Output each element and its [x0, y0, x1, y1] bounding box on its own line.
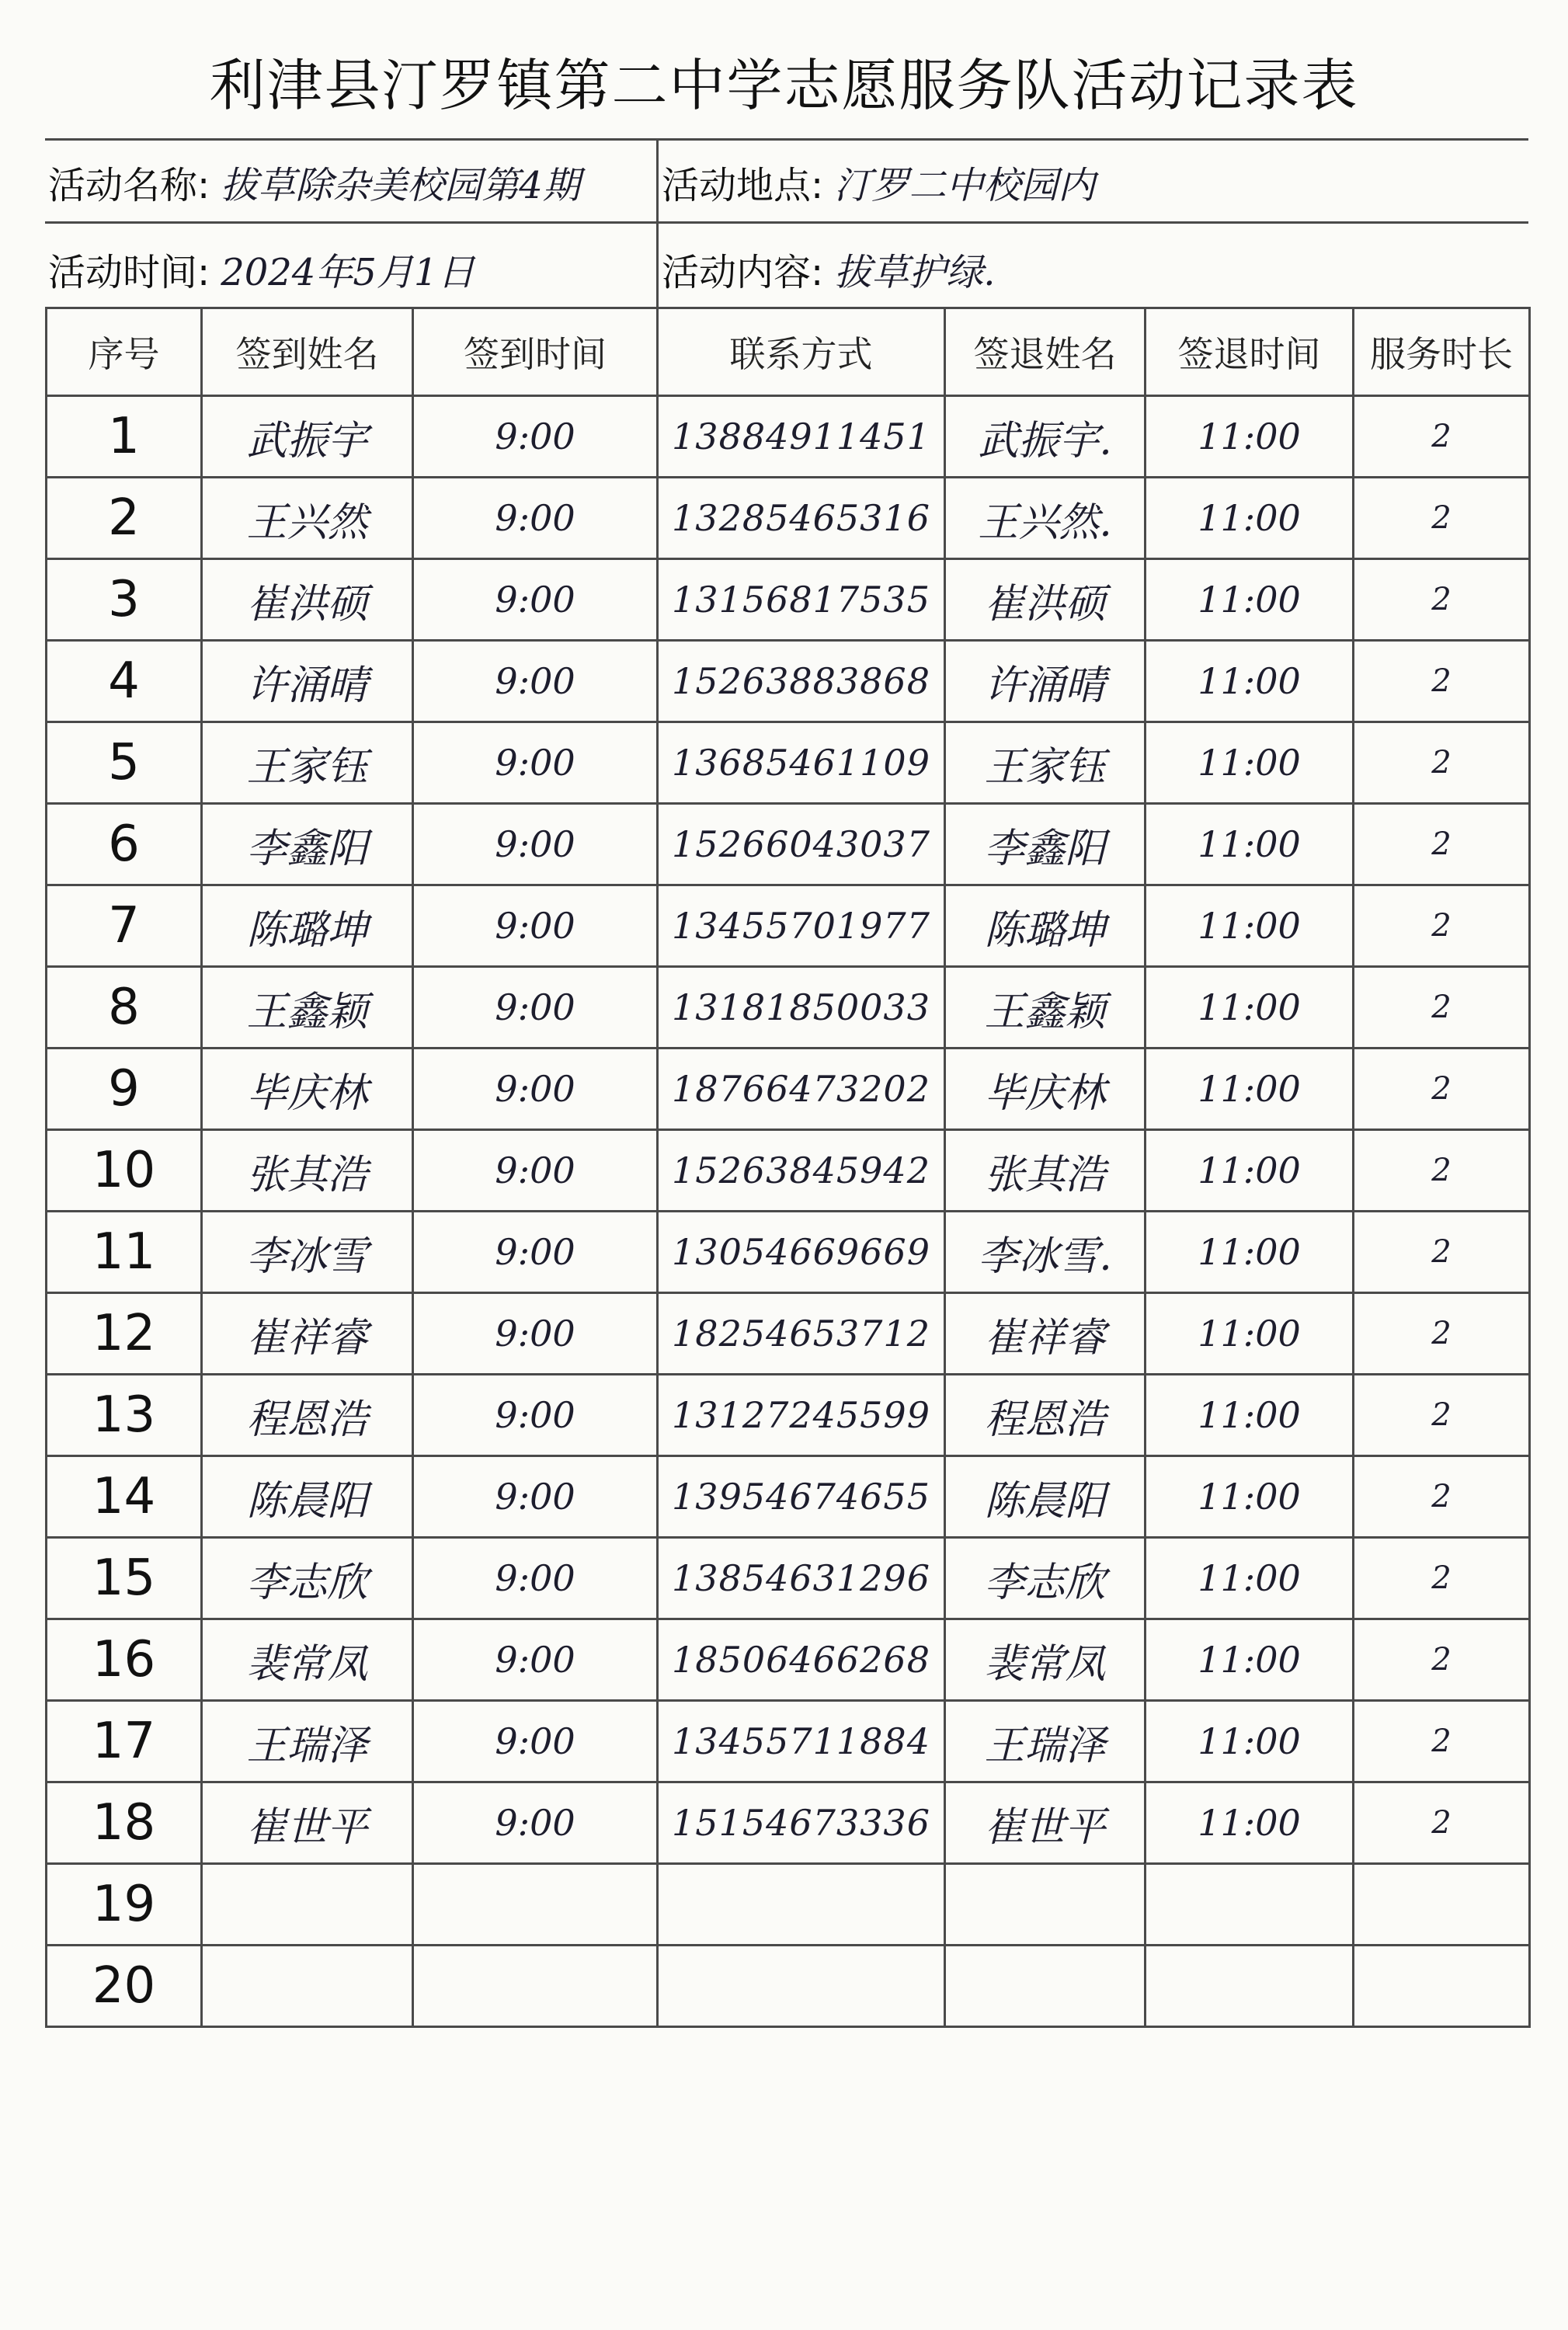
- sign-out-time-cell: 11:00: [1146, 478, 1354, 559]
- sign-out-name-cell: 王瑞泽: [945, 1701, 1146, 1782]
- sign-in-time-cell: 9:00: [413, 1456, 658, 1538]
- activity-content-value: 拔草护绿.: [834, 251, 996, 294]
- sign-in-time-cell: 9:00: [413, 967, 658, 1048]
- sign-out-name-cell: 王兴然.: [945, 478, 1146, 559]
- sign-in-time-cell: 9:00: [413, 1293, 658, 1375]
- header-sign-out-time: 签退时间: [1146, 308, 1354, 396]
- sign-in-name-cell: 崔洪硕: [202, 559, 413, 641]
- row-number-cell: 14: [47, 1456, 202, 1538]
- sign-out-time-cell: 11:00: [1146, 1048, 1354, 1130]
- service-hours-cell: 2: [1354, 1212, 1530, 1293]
- table-row: [47, 1864, 1530, 1946]
- sign-out-time-cell: 11:00: [1146, 1619, 1354, 1701]
- header-sign-out-name: 签退姓名: [945, 308, 1146, 396]
- contact-phone-cell: 15266043037: [658, 804, 945, 885]
- table-row: [47, 641, 1530, 722]
- sign-out-time-cell: 11:00: [1146, 1538, 1354, 1619]
- activity-name-value: 拔草除杂美校园第4期: [221, 164, 580, 207]
- divider: [656, 138, 659, 308]
- sign-out-name-cell: 张其浩: [945, 1130, 1146, 1212]
- sign-in-name-cell: 张其浩: [202, 1130, 413, 1212]
- contact-phone-cell: [658, 1946, 945, 2027]
- sign-out-time-cell: 11:00: [1146, 1130, 1354, 1212]
- contact-phone-cell: 18254653712: [658, 1293, 945, 1375]
- service-hours-cell: 2: [1354, 1782, 1530, 1864]
- table-row: [47, 967, 1530, 1048]
- contact-phone-cell: 13054669669: [658, 1212, 945, 1293]
- sign-in-name-cell: 武振宇: [202, 396, 413, 478]
- sign-out-name-cell: 王鑫颖: [945, 967, 1146, 1048]
- table-row: [47, 1782, 1530, 1864]
- row-number-cell: 18: [47, 1782, 202, 1864]
- row-number-cell: 7: [47, 885, 202, 967]
- activity-name-label: 活动名称:: [48, 164, 210, 207]
- sign-in-time-cell: 9:00: [413, 478, 658, 559]
- sign-in-name-cell: 毕庆林: [202, 1048, 413, 1130]
- contact-phone-cell: 13156817535: [658, 559, 945, 641]
- row-number-cell: 13: [47, 1375, 202, 1456]
- sign-out-name-cell: [945, 1864, 1146, 1946]
- row-number-cell: 11: [47, 1212, 202, 1293]
- row-number-cell: 5: [47, 722, 202, 804]
- sign-in-name-cell: [202, 1946, 413, 2027]
- sign-in-name-cell: 崔祥睿: [202, 1293, 413, 1375]
- sign-in-name-cell: 李鑫阳: [202, 804, 413, 885]
- table-row: [47, 1619, 1530, 1701]
- divider: [45, 221, 1528, 224]
- row-number-cell: 9: [47, 1048, 202, 1130]
- contact-phone-cell: 13285465316: [658, 478, 945, 559]
- service-hours-cell: 2: [1354, 1619, 1530, 1701]
- sign-out-name-cell: 陈晨阳: [945, 1456, 1146, 1538]
- table-header-row: [47, 308, 1530, 396]
- sign-out-time-cell: 11:00: [1146, 967, 1354, 1048]
- row-number-cell: 17: [47, 1701, 202, 1782]
- sign-in-time-cell: 9:00: [413, 885, 658, 967]
- sign-out-time-cell: [1146, 1946, 1354, 2027]
- sign-in-name-cell: 陈璐坤: [202, 885, 413, 967]
- header-service-hours: 服务时长: [1354, 308, 1530, 396]
- sign-in-time-cell: 9:00: [413, 1048, 658, 1130]
- header-phone: 联系方式: [658, 308, 945, 396]
- sign-out-time-cell: 11:00: [1146, 1456, 1354, 1538]
- activity-time-value: 2024年5月1日: [221, 251, 475, 294]
- table-row: [47, 1946, 1530, 2027]
- contact-phone-cell: 15263883868: [658, 641, 945, 722]
- row-number-cell: 3: [47, 559, 202, 641]
- sign-in-time-cell: 9:00: [413, 1701, 658, 1782]
- sign-in-name-cell: 王家钰: [202, 722, 413, 804]
- sign-in-time-cell: 9:00: [413, 1782, 658, 1864]
- row-number-cell: 19: [47, 1864, 202, 1946]
- sign-out-name-cell: 崔世平: [945, 1782, 1146, 1864]
- sign-out-time-cell: 11:00: [1146, 559, 1354, 641]
- row-number-cell: 8: [47, 967, 202, 1048]
- service-hours-cell: 2: [1354, 1538, 1530, 1619]
- contact-phone-cell: 13685461109: [658, 722, 945, 804]
- sign-out-name-cell: 武振宇.: [945, 396, 1146, 478]
- row-number-cell: 10: [47, 1130, 202, 1212]
- row-number-cell: 2: [47, 478, 202, 559]
- contact-phone-cell: 13181850033: [658, 967, 945, 1048]
- sign-out-name-cell: 毕庆林: [945, 1048, 1146, 1130]
- table-row: [47, 804, 1530, 885]
- sign-in-time-cell: [413, 1864, 658, 1946]
- service-hours-cell: [1354, 1864, 1530, 1946]
- service-hours-cell: 2: [1354, 1375, 1530, 1456]
- contact-phone-cell: 13954674655: [658, 1456, 945, 1538]
- sign-out-time-cell: 11:00: [1146, 396, 1354, 478]
- service-hours-cell: [1354, 1946, 1530, 2027]
- table-row: [47, 1538, 1530, 1619]
- sign-in-name-cell: 程恩浩: [202, 1375, 413, 1456]
- contact-phone-cell: 15263845942: [658, 1130, 945, 1212]
- sign-in-time-cell: 9:00: [413, 722, 658, 804]
- contact-phone-cell: 13884911451: [658, 396, 945, 478]
- sign-out-time-cell: 11:00: [1146, 641, 1354, 722]
- row-number-cell: 1: [47, 396, 202, 478]
- sign-out-time-cell: 11:00: [1146, 1212, 1354, 1293]
- sign-out-time-cell: 11:00: [1146, 804, 1354, 885]
- sign-in-time-cell: 9:00: [413, 1375, 658, 1456]
- sign-out-name-cell: 崔祥睿: [945, 1293, 1146, 1375]
- sign-out-time-cell: 11:00: [1146, 885, 1354, 967]
- activity-name-field: [48, 155, 580, 209]
- sign-out-time-cell: 11:00: [1146, 1375, 1354, 1456]
- sign-out-name-cell: 裴常凤: [945, 1619, 1146, 1701]
- row-number-cell: 6: [47, 804, 202, 885]
- sign-in-time-cell: 9:00: [413, 396, 658, 478]
- sign-in-time-cell: 9:00: [413, 1212, 658, 1293]
- service-hours-cell: 2: [1354, 804, 1530, 885]
- sign-out-name-cell: 陈璐坤: [945, 885, 1146, 967]
- activity-content-label: 活动内容:: [662, 251, 824, 294]
- table-row: [47, 396, 1530, 478]
- sign-out-name-cell: [945, 1946, 1146, 2027]
- sign-out-time-cell: 11:00: [1146, 1701, 1354, 1782]
- activity-time-label: 活动时间:: [48, 251, 210, 294]
- table-row: [47, 1130, 1530, 1212]
- sign-out-name-cell: 崔洪硕: [945, 559, 1146, 641]
- contact-phone-cell: 13127245599: [658, 1375, 945, 1456]
- service-hours-cell: 2: [1354, 396, 1530, 478]
- table-row: [47, 1456, 1530, 1538]
- table-row: [47, 1212, 1530, 1293]
- sign-in-time-cell: 9:00: [413, 1619, 658, 1701]
- service-hours-cell: 2: [1354, 478, 1530, 559]
- service-hours-cell: 2: [1354, 641, 1530, 722]
- sign-out-time-cell: 11:00: [1146, 1782, 1354, 1864]
- service-hours-cell: 2: [1354, 559, 1530, 641]
- sign-in-name-cell: 李志欣: [202, 1538, 413, 1619]
- contact-phone-cell: 18506466268: [658, 1619, 945, 1701]
- sign-out-time-cell: [1146, 1864, 1354, 1946]
- table-row: [47, 722, 1530, 804]
- activity-content-field: [662, 242, 995, 296]
- activity-location-field: [662, 155, 1095, 209]
- service-hours-cell: 2: [1354, 1048, 1530, 1130]
- sign-out-name-cell: 李冰雪.: [945, 1212, 1146, 1293]
- row-number-cell: 20: [47, 1946, 202, 2027]
- service-hours-cell: 2: [1354, 1456, 1530, 1538]
- contact-phone-cell: 13455711884: [658, 1701, 945, 1782]
- sign-in-time-cell: [413, 1946, 658, 2027]
- divider: [45, 138, 1528, 141]
- activity-time-field: [48, 242, 475, 296]
- header-no: 序号: [47, 308, 202, 396]
- sign-in-time-cell: 9:00: [413, 559, 658, 641]
- sign-in-name-cell: 李冰雪: [202, 1212, 413, 1293]
- row-number-cell: 12: [47, 1293, 202, 1375]
- attendance-table: [45, 307, 1531, 2028]
- contact-phone-cell: 13854631296: [658, 1538, 945, 1619]
- table-row: [47, 559, 1530, 641]
- service-hours-cell: 2: [1354, 967, 1530, 1048]
- row-number-cell: 15: [47, 1538, 202, 1619]
- service-hours-cell: 2: [1354, 722, 1530, 804]
- contact-phone-cell: [658, 1864, 945, 1946]
- sign-in-name-cell: 许涌晴: [202, 641, 413, 722]
- sign-out-name-cell: 许涌晴: [945, 641, 1146, 722]
- contact-phone-cell: 18766473202: [658, 1048, 945, 1130]
- sign-in-name-cell: 裴常凤: [202, 1619, 413, 1701]
- activity-location-value: 汀罗二中校园内: [834, 164, 1096, 207]
- sign-in-name-cell: [202, 1864, 413, 1946]
- sign-in-name-cell: 崔世平: [202, 1782, 413, 1864]
- table-row: [47, 1375, 1530, 1456]
- service-hours-cell: 2: [1354, 885, 1530, 967]
- sign-in-name-cell: 王鑫颖: [202, 967, 413, 1048]
- sign-in-time-cell: 9:00: [413, 1538, 658, 1619]
- sign-out-time-cell: 11:00: [1146, 722, 1354, 804]
- table-row: [47, 1701, 1530, 1782]
- sign-out-name-cell: 李鑫阳: [945, 804, 1146, 885]
- sign-in-name-cell: 王瑞泽: [202, 1701, 413, 1782]
- activity-location-label: 活动地点:: [662, 164, 824, 207]
- contact-phone-cell: 13455701977: [658, 885, 945, 967]
- sign-in-time-cell: 9:00: [413, 1130, 658, 1212]
- table-row: [47, 1293, 1530, 1375]
- row-number-cell: 16: [47, 1619, 202, 1701]
- page-title: 利津县汀罗镇第二中学志愿服务队活动记录表: [209, 53, 1359, 118]
- sign-in-time-cell: 9:00: [413, 804, 658, 885]
- sign-in-name-cell: 王兴然: [202, 478, 413, 559]
- service-hours-cell: 2: [1354, 1130, 1530, 1212]
- sign-in-name-cell: 陈晨阳: [202, 1456, 413, 1538]
- table-row: [47, 1048, 1530, 1130]
- sign-in-time-cell: 9:00: [413, 641, 658, 722]
- table-row: [47, 885, 1530, 967]
- service-hours-cell: 2: [1354, 1701, 1530, 1782]
- header-sign-in-time: 签到时间: [413, 308, 658, 396]
- sign-out-name-cell: 程恩浩: [945, 1375, 1146, 1456]
- table-row: [47, 478, 1530, 559]
- row-number-cell: 4: [47, 641, 202, 722]
- sign-out-name-cell: 李志欣: [945, 1538, 1146, 1619]
- sign-out-time-cell: 11:00: [1146, 1293, 1354, 1375]
- sign-out-name-cell: 王家钰: [945, 722, 1146, 804]
- service-hours-cell: 2: [1354, 1293, 1530, 1375]
- contact-phone-cell: 15154673336: [658, 1782, 945, 1864]
- header-sign-in-name: 签到姓名: [202, 308, 413, 396]
